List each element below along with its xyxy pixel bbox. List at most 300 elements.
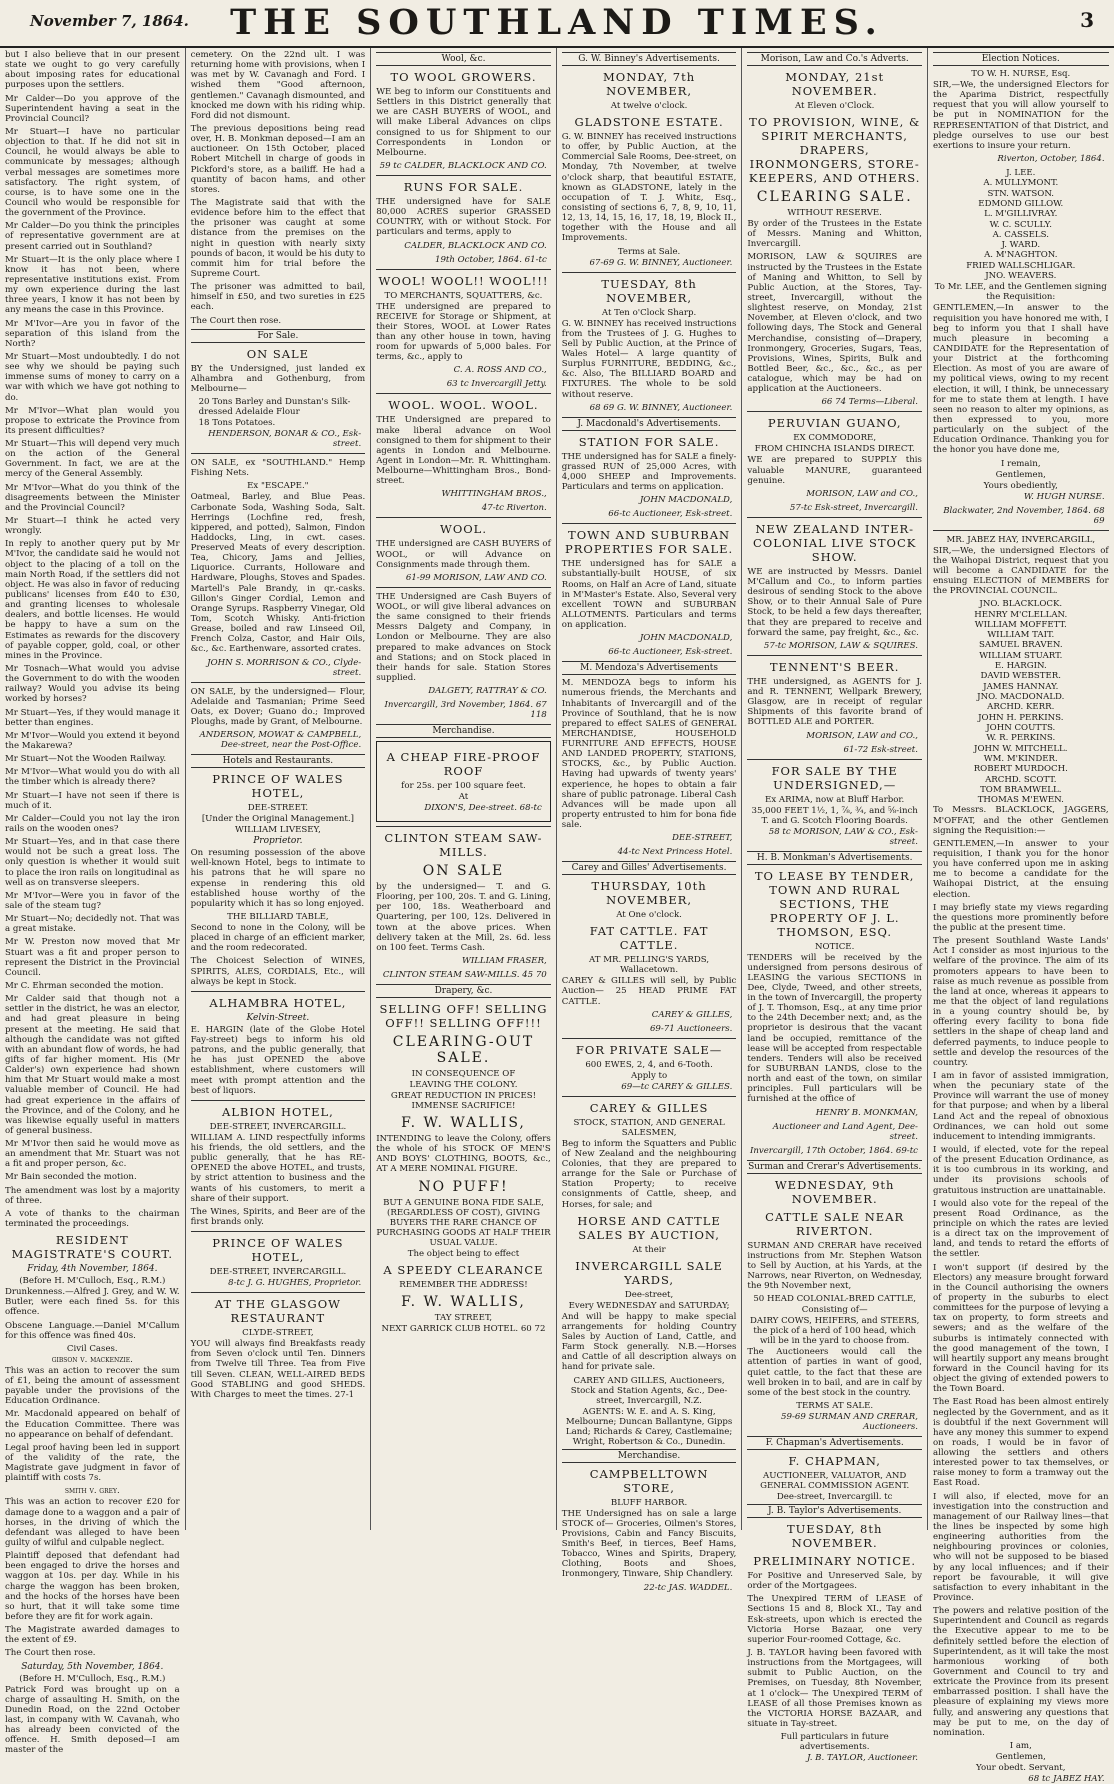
ad-heading: TO LEASE BY TENDER, TOWN AND RURAL SECTIONS, THE PROPERTY OF J. L. THOMSON, ESQ. xyxy=(754,868,915,939)
ad-signature: CALDER, BLACKLOCK AND CO. xyxy=(404,240,547,251)
paragraph: Mr Stuart—No; decidedly not. That was a great mistake. xyxy=(5,914,180,935)
ad-subheading: [Under the Original Management.] xyxy=(201,814,354,825)
ad-line: TO W. H. NURSE, Esq. xyxy=(971,69,1071,79)
ad-signature: 8-tc J. G. HUGHES, Proprietor. xyxy=(228,1278,362,1289)
ad-heading: TENNENT'S BEER. xyxy=(769,659,900,674)
divider xyxy=(376,269,551,270)
ad-line: TAY STREET, xyxy=(434,1312,493,1323)
ad-heading: TO PROVISION, WINE, & SPIRIT MERCHANTS, DRAPERS, IRONMONGERS, STORE-KEEPERS, AND OTHERS. xyxy=(748,115,921,185)
ad-heading: FOR SALE BY THE UNDERSIGNED,— xyxy=(771,763,898,792)
paragraph: Mr M'Ivor—What would you do with all the timber which is already there? xyxy=(5,767,180,788)
list-item: A. M'NAGHTON. xyxy=(984,250,1058,261)
section-header: J. B. Taylor's Advertisements. xyxy=(747,1504,922,1518)
divider xyxy=(376,587,551,588)
paragraph: Obscene Language.—Daniel M'Callum for this offence was fined 40s. xyxy=(5,1320,180,1341)
ad-heading: PERUVIAN GUANO, xyxy=(767,416,902,431)
paragraph: Mr M'Ivor—What do you think of the disagreements between the Minister and the Provincial Council? xyxy=(5,482,180,513)
ad-text: I would also vote for the repeal of the present Road Ordinance, as the principle on which the rates are levied is a direct tax on the improvement of land, and tends to retard the efforts of the settler. xyxy=(932,1198,1109,1260)
ad-text: The powers and relative position of the Superintendent and Council as regards the Executive appear to me to be definitely settled before the election of Superintendent, as it will take the most harmonious working of both Government and Council to try and extricate the Province from its present embarrassed position. I shall have the pleasure of explaining my views more fully, and answering any questions that may be put to me, on the day of nomination. xyxy=(932,1606,1109,1738)
ad-line: DAIRY COWS, HEIFERS, and STEERS, the pick of a herd of 100 head, which will be in the yard to choose from. xyxy=(749,1316,920,1347)
ad-text: E. HARGIN (late of the Globe Hotel Fay-street) begs to inform his old patrons, and the public generally, that he has just OPENED the above establishment, where customers will meet with prompt attention and the best of liquors. xyxy=(190,1024,366,1096)
ad-text: THE Undersigned are Cash Buyers of WOOL, or will give liberal advances on the same consigned to their friends Messrs Dalgety and Company, in London or Melbourne. They are also prepared to make advances on Stock and Stations; and on Stock placed in their hands for sale. Station Stores supplied. xyxy=(376,591,551,683)
ad-text: WE are prepared to SUPPLY this valuable MANURE, guaranteed genuine. xyxy=(747,455,922,486)
masthead xyxy=(0,0,1114,48)
list-item: JAMES HANNAY. xyxy=(983,681,1059,692)
divider xyxy=(191,991,366,992)
divider xyxy=(747,655,922,656)
ad-signature: 69-71 Auctioneers. xyxy=(649,1023,733,1034)
section-header: M. Mendoza's Advertisements xyxy=(562,661,737,675)
ad-text: By order of the Trustees in the Estate of Messrs. Maning and Whitton, Invercargill. xyxy=(747,219,922,250)
paragraph: Mr Stuart—Most undoubtedly. I do not see why we should be paying such immense sums of money to carry on a war with which we have got nothing to do. xyxy=(5,351,180,403)
divider xyxy=(376,517,551,518)
ad-heading: TO WOOL GROWERS. xyxy=(390,70,537,84)
paragraph: The Court then rose. xyxy=(5,1648,96,1659)
case-title: gibson v. mackenzie. xyxy=(51,1354,133,1365)
ad-heading: TOWN AND SUBURBAN PROPERTIES FOR SALE. xyxy=(565,528,734,557)
ad-text: I won't support (if desired by the Electors) any measure brought forward in the Council authorising the owners of property in the suburbs to elect committees for the purpose of levying a tax on property, to form streets and sewers; and as the welfare of the suburbs is intimately connected with the good management of the town, I will heartily support any means brought forward in the Council having for its object the giving of extended powers to the Town Board. xyxy=(932,1262,1109,1395)
ad-text: I may briefly state my views regarding the questions more prominently before the public at the present time. xyxy=(932,902,1109,934)
ad-heading: CATTLE SALE NEAR RIVERTON. xyxy=(765,1209,905,1238)
ad-text: YOU will always find Breakfasts ready from Seven o'clock until Ten. Dinners from Twelve till Three. Tea from Five till Seven. CLEAN, WELL-AIRED BEDS Good STABLING and good SHEDS. With Charges to meet the times. 27-1 xyxy=(190,1339,366,1400)
ad-heading: FAT CATTLE. FAT CATTLE. xyxy=(589,924,709,953)
divider xyxy=(191,1292,366,1293)
ad-signature: Auctioneer and Land Agent, Dee-street. xyxy=(772,1121,918,1142)
paragraph: Mr Bain seconded the motion. xyxy=(5,1172,137,1183)
ad-text: To Messrs. BLACKLOCK, JAGGERS, M'OFFAT, and the other Gentlemen signing the Requisition:— xyxy=(932,805,1109,836)
ad-text: THE undersigned are prepared to RECEIVE for Storage or Shipment, at their Stores, WOOL at Lower Rates than any other house in town, having room for upwards of 5,000 bales. For terms, &c., apply to xyxy=(376,301,551,363)
paragraph: Patrick Ford was brought up on a charge of assaulting H. Smith, on the Dunedin Road, on the 22nd October last, in company with W. Cavanah, who has already been convicted of the offence. H. Smith deposed—I am master of the xyxy=(5,1684,180,1756)
ad-text: GENTLEMEN,—In answer to the requisition you have honored me with, I beg to inform you that I shall have much pleasure in becoming a CANDIDATE for the Representation of your District at the forthcoming Election. As most of you are aware of my political views, owing to my recent election, it will, I think, be unnecessary for me to state them at length. I have seen no reason to alter my opinions, as then expressed to you, more particularly on the subject of the Education Ordinance. Thanking you for the honor you have done me, xyxy=(932,303,1109,456)
paragraph: The Magistrate awarded damages to the extent of £9. xyxy=(5,1625,180,1646)
paragraph: The amendment was lost by a majority of three. xyxy=(5,1185,180,1206)
paragraph: Mr Stuart—I have no particular objection to that. If he did not sit in Council, he would always be able to communicate by messages; although verbal messages are sometimes more satisfactory. The right system, of course, is to have some one in the Council who would be responsible for the government of the Province. xyxy=(5,126,180,219)
ad-signature: 59 tc CALDER, BLACKLOCK AND CO. xyxy=(379,160,547,171)
section-header: Merchandise. xyxy=(376,724,551,738)
paragraph: Mr Stuart—Yes, and in that case there would not be such a great loss. The only question is whether it would suit to place the iron rails on longitudinal as well as on transverse sleepers. xyxy=(5,837,180,888)
ad-heading: PRINCE OF WALES HOTEL, xyxy=(212,772,344,801)
ad-signature: 66-tc Auctioneer, Esk-street. xyxy=(608,509,733,520)
divider xyxy=(191,682,366,683)
section-header: F. Chapman's Advertisements. xyxy=(747,1436,922,1450)
column-5 xyxy=(742,48,928,1764)
ad-text: On resuming possession of the above well-known Hotel, begs to intimate to his patrons that he will spare no expense in rendering this old established house worthy of the popularity which it has so long enjoyed. xyxy=(190,848,366,909)
column-4 xyxy=(557,48,743,1593)
article-subheading: (Before H. M'Culloch, Esq., R.M.) xyxy=(19,1673,166,1684)
ad-signature: 67-69 G. W. BINNEY, Auctioneer. xyxy=(589,257,733,268)
ad-heading: WOOL. xyxy=(440,522,487,537)
paragraph: Mr Tosnach—What would you advise the Government to do with the wooden railway? Would you advise its being worked by horses? xyxy=(5,664,180,705)
article-date: Friday, 4th November, 1864. xyxy=(27,1264,158,1275)
ad-line: 50 HEAD COLONIAL-BRED CATTLE, xyxy=(753,1294,917,1305)
column-2 xyxy=(186,48,372,1530)
ad-heading: HORSE AND CATTLE SALES BY AUCTION, xyxy=(577,1213,721,1242)
ad-text: Oatmeal, Barley, and Blue Peas. Carbonate Soda, Washing Soda, Salt. Herrings (Lochfine red, fresh, kippered, and potted), Salmon, Findon Haddocks, Ling, in cwt. cases. Preserved Meats of every description. Tea, Chicory, Jams and Jellies, Liquorice. Currants, Holloware and Hardware, Ploughs, Stoves and Spades. Martell's Pale Brandy, in qr.-casks. Gillon's Ginger Cordial, Lemon and Orange Syrups. Raspberry Vinegar, Old Tom, Scotch Whisky. Anti-friction Grease, boiled and raw Linseed Oil, French Colza, Castor, and Hair Oils, &c., &c. Earthenware, assorted crates. xyxy=(190,492,366,655)
ad-text: Beg to inform the Squatters and Public of New Zealand and the neighbouring Colonies, that they are prepared to arrange for the Sale or Purchase of Station Property; to receive consignments of Cattle, sheep, and Horses, for sale; and xyxy=(561,1138,737,1210)
ad-line: GREAT REDUCTION IN PRICES! IMMENSE SACRIFICE! xyxy=(390,1091,537,1112)
ad-line: WITHOUT RESERVE. xyxy=(787,208,882,218)
ad-signature: 59-69 SURMAN AND CRERAR, Auctioneers. xyxy=(781,1412,918,1433)
ad-signature: 69—tc CAREY & GILLES. xyxy=(621,1081,733,1092)
list-item: W. C. SCULLY. xyxy=(989,219,1052,230)
ad-line: AT MR. PELLING'S YARDS, Wallacetown. xyxy=(589,955,710,976)
ad-date: Invercargill, 3rd November, 1864. 67 118 xyxy=(384,700,547,721)
ad-heading: CLEARING-OUT SALE. xyxy=(392,1034,535,1067)
ad-heading: AT THE GLASGOW RESTAURANT xyxy=(214,1297,341,1326)
ad-line: REMEMBER THE ADDRESS! xyxy=(399,1279,528,1290)
paragraph: Mr C. Ehrman seconded the motion. xyxy=(5,980,164,991)
ad-signature: 66-tc Auctioneer, Esk-street. xyxy=(608,647,733,658)
signatories-list xyxy=(933,168,1109,281)
paragraph: This was an action to recover the sum of £1, being the amount of assessment payable under the provisions of the Education Ordinance. xyxy=(5,1365,180,1407)
ad-text: The Auctioneers would call the attention of parties in want of good, quiet cattle, to the fact that these are well broken in to bail, and are in calf by some of the best stock in the country. xyxy=(747,1347,922,1398)
ad-signature: 68 69 G. W. BINNEY, Auctioneer. xyxy=(589,402,733,413)
ad-line: Every WEDNESDAY and SATURDAY; xyxy=(568,1300,730,1311)
paragraph: Mr Calder—Do you approve of the Superintendent having a seat in the Provincial Council? xyxy=(5,93,180,124)
column-6 xyxy=(928,48,1114,1784)
ad-heading: THURSDAY, 10th NOVEMBER, xyxy=(591,879,707,908)
ad-line: FROM CHINCHA ISLANDS DIRECT. xyxy=(754,444,915,455)
ad-text: SURMAN AND CRERAR have received instructions from Mr. Stephen Watson to Sell by Auction, at his Yards, at the Narrows, near Riverton, on Wednesday, the 9th November next, xyxy=(747,1240,922,1292)
divider xyxy=(747,759,922,760)
ad-line: AGENTS: W. E. and A. S. King, Melbourne; Duncan Ballantyne, Gipps Land; Richards & Carey, Castlemaine; Wright, Robertson & Co., Dunedin. xyxy=(565,1406,733,1447)
paragraph: Mr Calder said that though not a settler in the district, he was an elector, and had great pleasure in being present at the meeting. He said that although the candidate was not gifted with an abundant flow of words, he had gifts of far higher moment. His (Mr Calder's) own experience had shown him that Mr Stuart would make a most valuable member of Council. He had had great experience in the affairs of the Province, and of the Colony, and he was likewise equally useful in matters of general business. xyxy=(5,994,180,1136)
ad-signature: C. A. ROSS AND CO., xyxy=(453,365,547,376)
section-header: Surman and Crerar's Advertisements. xyxy=(748,1161,922,1172)
ad-text: THE Undersigned are prepared to make liberal advance on Wool consigned to them for shipment to their agents in London and Melbourne. Agent in London—Mr. R. Whittingham. Melbourne—Whittingham Bros., Bond-street. xyxy=(376,415,551,487)
ad-signature: WHITTINGHAM BROS., xyxy=(441,489,547,500)
list-item: JOHN W. MITCHELL. xyxy=(974,743,1068,754)
column-3 xyxy=(371,48,557,1530)
list-item: WM. M'KINDER. xyxy=(983,753,1058,764)
ad-line: EX COMMODORE, xyxy=(793,433,877,444)
ad-line: NOTICE. xyxy=(815,941,855,952)
ad-signature: 61-99 MORISON, LAW AND CO. xyxy=(405,572,547,583)
ad-line: STOCK, STATION, AND GENERAL SALESMEN, xyxy=(573,1117,725,1138)
ad-line: Gentlemen, xyxy=(995,1752,1046,1762)
ad-text: The East Road has been almost entirely neglected by the Government, and as it is doubtful if the next Government will have any money this summer to expend on roads, I would be in favor of allowing the settlers and others interested power to tax themselves, or raise money to form a tramway out the East Road. xyxy=(932,1397,1109,1489)
ad-heading: A SPEEDY CLEARANCE xyxy=(383,1262,544,1277)
ad-subheading: CLYDE-STREET, xyxy=(242,1328,314,1339)
ad-signature: CAREY & GILLES, xyxy=(651,1009,733,1020)
paragraph: Drunkenness.—Alfred J. Grey, and W. W. Butler, were each fined 5s. for this offence. xyxy=(5,1287,180,1318)
divider xyxy=(376,826,551,827)
ad-date: Invercargill, 17th October, 1864. 69-tc xyxy=(749,1145,918,1156)
ad-text: MORISON, LAW & SQUIRES are instructed by the Trustees in the Estate of Maning and Whitton, to Sell by Public Auction, at the Stores, Tay-street, Invercargill, without the slightest reserve, on Monday, 21st November, at Eleven o'clock, and two following days, The Stock and General Merchandise, consisting of—Drapery, Ironmongery, Groceries, Sugars, Teas, Provisions, Wines, Spirits, Bulk and Bottled Beer, &c., &c., &c., as per catalogue, which may be had on application at the Auctioneers. xyxy=(747,252,922,395)
ad-text: BY the Undersigned, just landed ex Alhambra and Gothenburg, from Melbourne— xyxy=(190,363,366,394)
ad-signature: DALGETY, RATTRAY & CO. xyxy=(428,686,547,697)
ad-line: At xyxy=(458,792,469,803)
paragraph: Mr Stuart—Yes, if they would manage it better than engines. xyxy=(5,707,180,728)
divider xyxy=(933,530,1109,531)
ad-line: To Mr. LEE, and the Gentlemen signing the Requisition: xyxy=(934,282,1107,303)
ad-heading: MONDAY, 21st NOVEMBER. xyxy=(785,70,885,98)
ad-subheading: DEE-STREET, INVERCARGILL. xyxy=(209,1121,347,1132)
ad-signature: J. B. TAYLOR, Auctioneer. xyxy=(806,1753,918,1764)
ad-heading: PRELIMINARY NOTICE. xyxy=(753,1554,917,1569)
ad-heading: TUESDAY, 8th NOVEMBER, xyxy=(601,276,697,305)
ad-heading: ALBION HOTEL, xyxy=(221,1104,334,1119)
list-item: ARCHD. KERR. xyxy=(987,702,1055,713)
ad-heading: F. W. WALLIS, xyxy=(401,1293,526,1310)
ad-heading: ON SALE xyxy=(422,863,505,880)
ad-signature: DEE-STREET, xyxy=(672,833,733,844)
ad-line: Your obedt. Servant, xyxy=(976,1763,1066,1773)
list-item: JNO. MACDONALD. xyxy=(977,692,1065,703)
section-header: H. B. Monkman's Advertisements. xyxy=(747,851,922,865)
ad-heading: WEDNESDAY, 9th NOVEMBER. xyxy=(774,1177,895,1206)
ad-text: The Choicest Selection of WINES, SPIRITS, ALES, CORDIALS, Etc., will always be kept in Stock. xyxy=(190,956,366,987)
list-item: SAMUEL BRAVEN. xyxy=(978,640,1063,651)
ad-signature: DIXON'S, Dee-street. 68-tc xyxy=(424,803,542,814)
ad-heading: SELLING OFF! SELLING OFF!! SELLING OFF!!! xyxy=(379,1002,548,1031)
ad-line: Ex ARIMA, now at Bluff Harbor. xyxy=(765,794,905,805)
ad-signature: W. HUGH NURSE. xyxy=(1023,491,1105,502)
ad-line: I remain, xyxy=(1000,458,1041,469)
list-item: FRIED WALLSCHLIGAR. xyxy=(966,260,1076,271)
ad-text: THE Undersigned has on sale a large STOCK of— Groceries, Oilmen's Stores, Provisions, Cabin and Fancy Biscuits, Smith's Beef, in tierces, Beef Hams, Tobacco, Wines and Spirits, Drapery, Clothing, Boots and Shoes, Ironmongery, Tinware, Ship Chandlery. xyxy=(561,1508,737,1580)
paragraph: The previous depositions being read over, H. B. Monkman deposed—I am an auctioneer. On 15th October, placed Robert Mitchell in charge of goods in Pickford's store, as a bailiff. He had a quantity of bacon hams, and other stores. xyxy=(190,123,366,195)
ad-text: WILLIAM A. LIND respectfully informs his friends, the old settlers, and the public generally, that he has RE-OPENED the above HOTEL, and trusts, by strict attention to business and the wants of his customers, to merit a share of their support. xyxy=(190,1132,366,1204)
ad-text: THE undersigned, as AGENTS for J. and R. TENNENT, Wellpark Brewery, Glasgow, are in receipt of regular Shipments of this favorite brand of BOTTLED ALE and PORTER. xyxy=(747,676,922,728)
ad-date: 19th October, 1864. 61-tc xyxy=(434,254,547,265)
ad-text: by the undersigned— T. and G. Flooring, per 100, 20s. T. and G. Lining, per 100, 18s. Weatherboard and Quartering, per 100, 12s. Delivered in town at the above prices. When delivery taken at the Mill, 2s. 6d. less on 100 feet. Terms Cash. xyxy=(376,882,551,953)
ad-signature: 57-tc MORISON, LAW & SQUIRES. xyxy=(763,640,918,651)
paragraph: Mr M'Ivor—Are you in favor of the separation of this island from the North? xyxy=(5,318,180,349)
ad-line: 35,000 FEET 1½, 1, ⅞, ¾, and ⅝-inch T. and G. Scotch Flooring Boards. xyxy=(751,805,918,826)
ad-signature: 66 74 Terms—Liberal. xyxy=(821,397,918,408)
column-1 xyxy=(0,48,186,1756)
ad-line: 600 EWES, 2, 4, and 6-Tooth. xyxy=(585,1059,713,1070)
ad-signature: 47-tc Riverton. xyxy=(481,503,547,514)
ad-text: Second to none in the Colony, will be placed in charge of an efficient marker, and the room redecorated. xyxy=(190,923,366,954)
ad-line: 18 Tons Potatoes. xyxy=(198,418,276,429)
ad-text: SIR,—We, the undersigned Electors of the Waihopai District, request that you will become a CANDIDATE for the ensuing ELECTION of MEMBERS for the PROVINCIAL COUNCIL. xyxy=(932,545,1109,597)
divider xyxy=(191,1100,366,1101)
ad-line: BUT A GENUINE BONA FIDE SALE, (REGARDLESS OF COST), GIVING BUYERS THE RARE CHANCE OF PURCHASING GOODS AT HALF THEIR USUAL VALUE. xyxy=(376,1197,551,1248)
list-item: WILLIAM STUART. xyxy=(979,650,1063,661)
ad-text: THE undersigned has for SALE a finely-grassed RUN of 25,000 Acres, with 4,000 SHEEP and Improvements. Particulars and terms on application. xyxy=(561,451,737,493)
ad-text: INTENDING to leave the Colony, offers the whole of his STOCK OF MEN'S AND BOYS' CLOTHING, BOOTS, &c., AT A MERE NOMINAL FIGURE. xyxy=(376,1134,551,1175)
ad-heading: TUESDAY, 8th NOVEMBER. xyxy=(786,1522,883,1551)
ad-subheading: Kelvin-Street. xyxy=(246,1012,310,1023)
list-item: JOHN H. PERKINS. xyxy=(978,712,1064,723)
ad-subheading: Ex "ESCAPE." xyxy=(247,481,309,492)
divider xyxy=(747,517,922,518)
ad-signature: 61-72 Esk-street. xyxy=(843,744,918,755)
paragraph: Plaintiff deposed that defendant had been engaged to drive the horses and waggon at 10s. per day. While in his charge the waggon has been broken, and the hocks of the horses have been so hurt, that it will take some time before they are fit for work again. xyxy=(5,1551,180,1622)
ad-signature: 44-tc Next Princess Hotel. xyxy=(617,847,733,858)
section-header: Election Notices. xyxy=(933,52,1109,66)
section-header: For Sale. xyxy=(191,329,366,343)
ad-line: At their xyxy=(632,1244,666,1255)
list-item: J. WARD. xyxy=(1001,240,1041,251)
divider xyxy=(376,175,551,176)
ad-heading: F. W. WALLIS, xyxy=(401,1115,526,1132)
ad-text: WE are instructed by Messrs. Daniel M'Callum and Co., to inform parties desirous of sending Stock to the above Show, or to their Annual Sale of Pure Stock, to be held a few days thereafter, that they are prepared to receive and forward the same, pay freight, &c., &c. xyxy=(747,566,922,638)
section-header: Drapery, &c. xyxy=(376,984,551,998)
ad-line: for 25s. per 100 square feet. xyxy=(401,781,526,792)
ad-heading: MONDAY, 7th NOVEMBER, xyxy=(603,70,696,98)
ad-subheading: DEE-STREET. xyxy=(247,803,309,814)
ad-text: M. MENDOZA begs to inform his numerous friends, the Merchants and Inhabitants of Invercargill and of the Province of Southland, that he is now prepared to effect SALES of GENERAL MERCHANDISE, HOUSEHOLD FURNITURE AND EFFECTS, HOUSE AND LANDED PROPERTY, STATIONS, STOCKS, &c., by Public Auction. Having had upwards of twenty years' experience, he hopes to obtain a fair share of public patronage. Liberal Cash Advances will be made upon all property entrusted to him for bona fide sale. xyxy=(561,678,737,831)
ad-heading: NO PUFF! xyxy=(418,1178,509,1195)
ad-line: Apply to xyxy=(630,1070,668,1081)
ad-subheading: TO MERCHANTS, SQUATTERS, &c. xyxy=(384,290,543,301)
ad-heading: A CHEAP FIRE-PROOF ROOF xyxy=(386,750,541,779)
ad-signature: JOHN MACDONALD, xyxy=(639,495,733,506)
paragraph: This was an action to recover £20 for damage done to a waggon and a pair of horses, in the driving of which the defendant was alleged to have been guilty of wilful and culpable neglect. xyxy=(5,1497,180,1548)
ad-line: Full particulars in future advertisements. xyxy=(780,1732,889,1753)
ad-heading: ALHAMBRA HOTEL, xyxy=(209,995,347,1010)
ad-heading: WOOL! WOOL!! WOOL!!! xyxy=(378,273,549,288)
paragraph: Mr Stuart—This will depend very much on the action of the General Government. In fact, we are at the mercy of the General Assembly. xyxy=(5,439,180,480)
article-heading: RESIDENT MAGISTRATE'S COURT. xyxy=(11,1233,174,1262)
ad-text: WE beg to inform our Constituents and Settlers in this District generally that we are CASH BUYERS of WOOL, and will make Liberal Advances on clips consigned to us for Shipment to our Correspondents in London or Melbourne. xyxy=(376,87,551,158)
ad-line: Dee-street, Invercargill. tc xyxy=(776,1492,893,1503)
ad-text: THE undersigned are CASH BUYERS of WOOL, or will Advance on Consignments made through them. xyxy=(376,539,551,570)
article-subheading: (Before H. M'Culloch, Esq., R.M.) xyxy=(19,1276,166,1287)
ad-line: At Ten o'Clock Sharp. xyxy=(601,307,697,318)
divider xyxy=(191,453,366,454)
ad-heading: FOR PRIVATE SALE— xyxy=(575,1042,723,1057)
ad-heading: PRINCE OF WALES HOTEL, xyxy=(212,1236,344,1265)
ad-signature: CLINTON STEAM SAW-MILLS. 45 70 xyxy=(382,970,547,981)
ad-heading: INVERCARGILL SALE YARDS, xyxy=(575,1258,723,1287)
list-item: E. HARGIN. xyxy=(994,661,1047,672)
paragraph: Mr Stuart—It is the only place where I know it has not been, where representative institutions exist. From my own experience during the last three years, I know it has not been by any means the case in this Province. xyxy=(5,254,180,316)
divider xyxy=(562,272,737,273)
ad-signature: HENDERSON, BONAR & CO., Esk-street. xyxy=(208,429,362,450)
ad-line: Dee-street, xyxy=(624,1289,674,1300)
paragraph: Mr W. Preston now moved that Mr Stuart was a fit and proper person to represent the District in the Provincial Council. xyxy=(5,937,180,978)
ad-signature: 68 tc JABEZ HAY. xyxy=(1028,1774,1105,1784)
paragraph: Mr Calder—Do you think the principles of representative government are at present carried out in Southland? xyxy=(5,221,180,252)
paragraph: The Court then rose. xyxy=(190,315,282,326)
ad-heading: GLADSTONE ESTATE. xyxy=(574,115,724,129)
ad-line: BLUFF HARBOR. xyxy=(610,1497,688,1508)
ad-line: 20 Tons Barley and Dunstan's Silk-dressed Adelaide Flour xyxy=(198,397,351,418)
ad-text: The Unexpired TERM of LEASE of Sections 15 and 8, Block XI., Tay and Esk-streets, upon which is erected the Victoria Horse Bazaar, one very superior Four-roomed Cottage, &c. xyxy=(747,1594,922,1645)
ad-text: GENTLEMEN,—In answer to your requisition, I thank you for the honor you have conferred upon me in asking me to become a candidate for the Waihopai District, at the ensuing election. xyxy=(932,838,1109,900)
list-item: THOMAS M'EWEN. xyxy=(977,795,1064,806)
ad-text: CAREY & GILLES will sell, by Public Auction— 25 HEAD PRIME FAT CATTLE. xyxy=(561,976,737,1007)
ad-line: IN CONSEQUENCE OF xyxy=(411,1069,516,1080)
ad-text: J. B. TAYLOR having been favored with instructions from the Mortgagees, will submit to Public Auction, on the Premises, on Tuesday, 8th November, at 1 o'clock— The Unexpired TERM of LEASE of all those Premises known as the VICTORIA HORSE BAZAAR, and situate in Tay-street. xyxy=(747,1648,922,1729)
list-item: J. LEE. xyxy=(1006,167,1036,178)
list-item: HENRY M'CLELLAN. xyxy=(974,609,1068,620)
ad-line: MR. JABEZ HAY, INVERCARGILL, xyxy=(946,534,1096,545)
divider xyxy=(376,393,551,394)
list-item: ROBERT MURDOCH. xyxy=(973,764,1068,775)
paragraph: Mr Calder—Could you not lay the iron rails on the wooden ones? xyxy=(5,813,180,834)
ad-heading: CLINTON STEAM SAW-MILLS. xyxy=(384,831,543,860)
list-item: DAVID WEBSTER. xyxy=(980,671,1061,682)
ad-line: At One o'clock. xyxy=(616,910,682,921)
newspaper-page xyxy=(0,48,1114,1784)
ad-signature: 63 tc Invercargill Jetty. xyxy=(446,379,547,390)
section-header: G. W. Binney's Advertisements. xyxy=(562,52,737,66)
list-item: A. MULLYMONT. xyxy=(983,178,1059,189)
divider xyxy=(562,1096,737,1097)
ad-text: ON SALE, by the undersigned— Flour, Adelaide and Tasmanian; Prime Seed Oats, ex Dover; Guano do.; Improved Ploughs, made by Grant, of Melbourne. xyxy=(190,686,366,728)
ad-subheading: WILLIAM LIVESEY, xyxy=(234,825,321,836)
ad-subheading: DEE-STREET, INVERCARGILL. xyxy=(209,1267,347,1278)
ad-line: NEXT GARRICK CLUB HOTEL. 60 72 xyxy=(381,1323,546,1334)
ad-heading: NEW ZEALAND INTER-COLONIAL LIVE STOCK SHOW. xyxy=(752,521,917,564)
article-date: Saturday, 5th November, 1864. xyxy=(21,1661,164,1672)
ad-subheading: Proprietor. xyxy=(253,836,303,847)
paragraph: Mr. Macdonald appeared on behalf of the Education Committee. There was no appearance on behalf of defendant. xyxy=(5,1409,180,1440)
list-item: STN. WATSON. xyxy=(987,188,1055,199)
ad-line: At Eleven o'Clock. xyxy=(795,101,875,111)
ad-heading: STATION FOR SALE. xyxy=(578,434,720,449)
section-header: Hotels and Restaurants. xyxy=(191,754,366,768)
ad-subheading: THE BILLIARD TABLE, xyxy=(227,912,329,923)
paragraph: cemetery. On the 22nd ult. I was returning home with provisions, when I was met by W. Cavanagh and Ford. I wished them "Good afternoon, gentlemen." Cavanagh dismounted, and knocked me down with his riding whip. Ford did not dismount. xyxy=(190,50,366,121)
boxed-ad xyxy=(376,741,551,822)
section-header: J. Macdonald's Advertisements. xyxy=(562,417,737,431)
divider xyxy=(562,1038,737,1039)
ad-text: The present Southland Waste Lands' Act I consider as most injurious to the welfare of the province. The aim of its promoters appears to have been to raise as much revenue as possible from the land at once, whereas it appears to me that the object of land regulations in a young country should be, by offering every facility to bona fide settlers in the shape of cheap land and deferred payments, to induce people to settle and develop the resources of the country. xyxy=(932,936,1109,1068)
ad-text: G. W. BINNEY has received instructions to offer, by Public Auction, at the Commercial Sale Rooms, Dee-street, on Monday, 7th November, at twelve o'clock sharp, that beautiful ESTATE, known as GLADSTONE, lately in the occupation of T. J. Whitε, Esq., consisting of sections 6, 7, 8, 9, 10, 11, 12, 13, 14, 15, 16, 17, 18, 19, Block II., together with the House and all Improvements. xyxy=(561,132,737,244)
ad-heading: ON SALE xyxy=(246,346,310,361)
paragraph: Mr Stuart—I think he acted very wrongly. xyxy=(5,516,180,537)
paragraph: Mr M'Ivor then said he would move as an amendment that Mr. Stuart was not a fit and proper person, &c. xyxy=(5,1139,180,1170)
ad-line: LEAVING THE COLONY. xyxy=(409,1080,518,1091)
paragraph: Legal proof having been led in support of the validity of the rate, the Magistrate gave judgment in favor of plaintiff with costs 7s. xyxy=(5,1442,180,1484)
ad-line: AUCTIONEER, VALUATOR, AND GENERAL COMMISSION AGENT. xyxy=(760,1471,910,1492)
ad-line: CAREY AND GILLES, Auctioneers, Stock and Station Agents, &c., Dee-street, Invercargill, N.Z. xyxy=(570,1375,728,1406)
ad-line: Yours obediently, xyxy=(983,480,1058,491)
article-subheading: Civil Cases. xyxy=(66,1343,118,1354)
ad-text: I would, if elected, vote for the repeal of the present Education Ordinance, as it is too cumbrous in its working, and under its provisions schools of gratuitous instruction are unattainable. xyxy=(932,1144,1109,1196)
ad-line: TERMS AT SALE. xyxy=(796,1401,874,1412)
ad-signature: JOHN MACDONALD, xyxy=(639,633,733,644)
section-header: Merchandise. xyxy=(562,1449,737,1463)
ad-heading: F. CHAPMAN, xyxy=(788,1454,881,1469)
list-item: EDMOND GILLOW. xyxy=(978,198,1064,209)
ad-heading: CAREY & GILLES xyxy=(589,1100,709,1115)
ad-signature: 58 tc MORISON, LAW & CO., Esk-street. xyxy=(768,826,918,847)
ad-signature: WILLIAM FRASER, xyxy=(462,956,547,967)
ad-text: SIR,—We, the undersigned Electors for the Aparima District, respectfully request that you will allow yourself to be put in NOMINATION for the REPRESENTATION of that District, and pledge ourselves to use our best exertions to insure your return. xyxy=(932,80,1109,151)
paragraph: The Magistrate said that with the evidence before him to the effect that the prisoner was caught at some distance from the premises on the night in question with nearly sixty pounds of bacon, it would be his duty to commit him for trial before the Supreme Court. xyxy=(190,197,366,279)
ad-line: At twelve o'clock. xyxy=(610,101,688,111)
page-number: 3 xyxy=(1080,8,1094,32)
section-header: Wool, &c. xyxy=(376,52,551,66)
ad-text: For Positive and Unreserved Sale, by order of the Mortgagees. xyxy=(747,1571,922,1592)
ad-line: The object being to effect xyxy=(407,1248,520,1259)
ad-signature: 22-tc JAS. WADDEL. xyxy=(643,1582,733,1593)
signatories-list xyxy=(933,599,1109,805)
ad-line: Terms at Sale. xyxy=(617,246,681,257)
paragraph: A vote of thanks to the chairman terminated the proceedings. xyxy=(5,1208,180,1230)
list-item: JOHN COUTTS. xyxy=(986,722,1056,733)
newspaper-title: THE SOUTHLAND TIMES. xyxy=(230,2,884,43)
list-item: JNO. BLACKLOCK. xyxy=(979,599,1063,610)
list-item: L. M'GILLIVRAY. xyxy=(984,209,1058,220)
paragraph: Mr Stuart—I have not seen if there is much of it. xyxy=(5,790,180,811)
paragraph: Mr Stuart—Not the Wooden Railway. xyxy=(5,754,167,765)
ad-signature: HENRY B. MONKMAN, xyxy=(815,1107,918,1118)
issue-date: November 7, 1864. xyxy=(30,12,189,30)
ad-heading: RUNS FOR SALE. xyxy=(403,179,524,194)
ad-signature: MORISON, LAW and CO., xyxy=(806,488,918,499)
paragraph: Mr M'Ivor—Were you in favor of the sale of the steam tug? xyxy=(5,890,180,911)
ad-date: Riverton, October, 1864. xyxy=(997,153,1105,164)
divider xyxy=(191,1231,366,1232)
